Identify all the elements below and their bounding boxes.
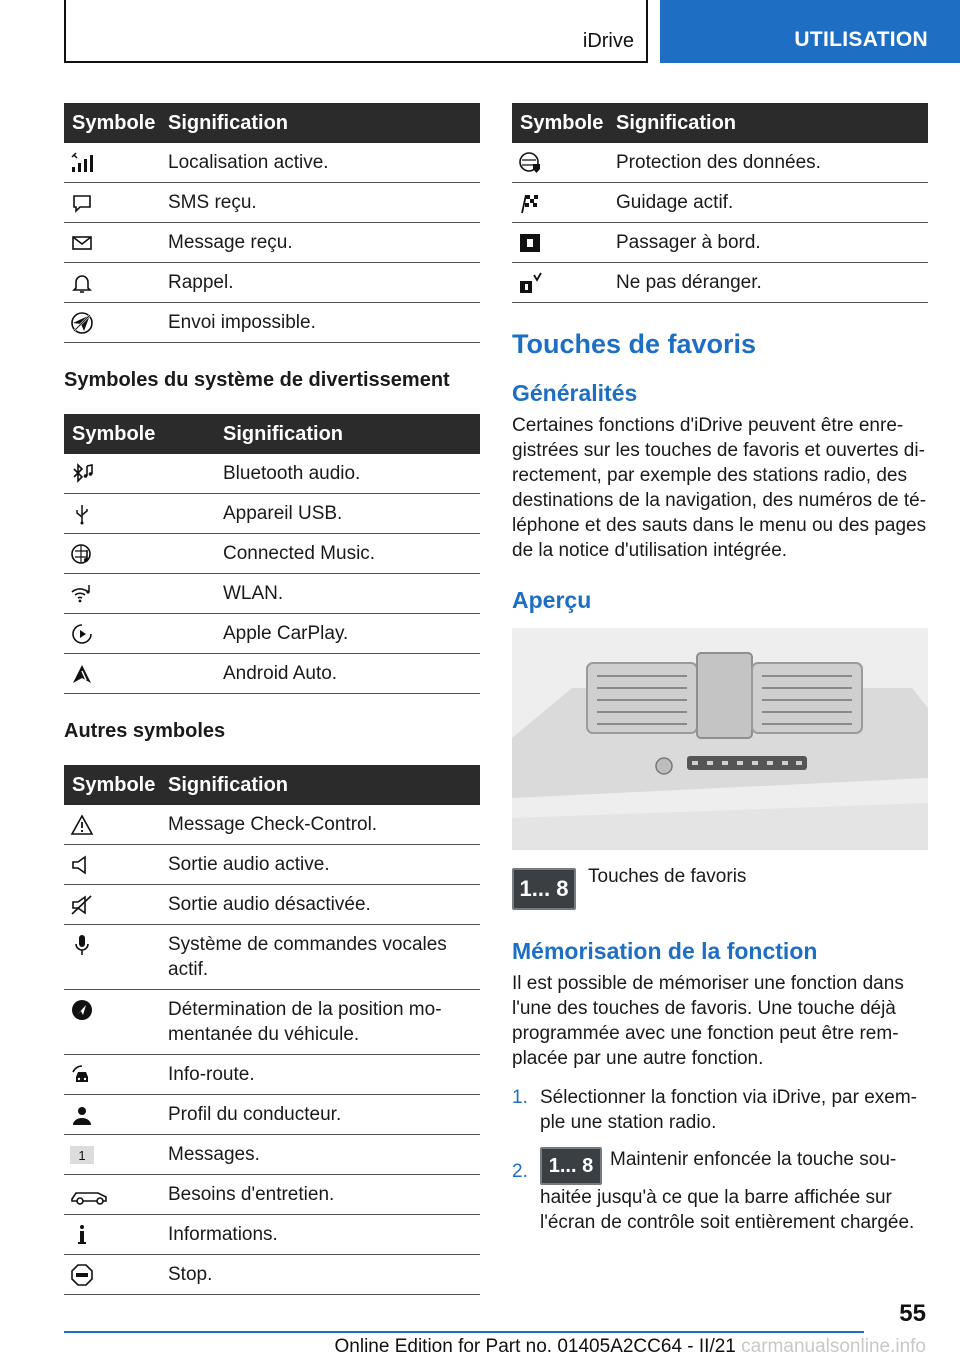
favorites-title: Touches de favoris	[512, 329, 757, 359]
row-meaning: Appareil USB.	[215, 494, 480, 534]
favorite-key-image: 1... 8	[512, 868, 576, 910]
do-not-disturb-icon	[518, 271, 542, 295]
overview-heading: Aperçu	[512, 587, 592, 613]
table-header-row	[512, 103, 928, 143]
left-column	[64, 103, 480, 1295]
checkered-flag-icon	[518, 191, 542, 215]
memorize-steps	[512, 1085, 928, 1235]
location-arrow-icon	[70, 998, 94, 1022]
table-row	[512, 263, 928, 303]
footer-edition	[335, 1336, 926, 1358]
table-row	[64, 654, 480, 694]
column-header-meaning: Signification	[215, 414, 480, 454]
footer-divider	[64, 1331, 864, 1333]
row-meaning: Rappel.	[160, 263, 480, 303]
speaker-icon	[70, 853, 94, 877]
row-meaning: Apple CarPlay.	[215, 614, 480, 654]
status-symbols-table	[64, 103, 480, 343]
row-meaning: Ne pas déranger.	[608, 263, 928, 303]
table-row	[64, 805, 480, 845]
table-row	[64, 263, 480, 303]
favorite-key-inline-image: 1... 8	[540, 1147, 602, 1185]
table-row	[64, 614, 480, 654]
dashboard-photo	[512, 628, 928, 850]
row-meaning: SMS reçu.	[160, 183, 480, 223]
passenger-icon	[518, 231, 542, 255]
entertainment-symbols-table	[64, 414, 480, 694]
table-row	[512, 143, 928, 183]
table-row	[64, 223, 480, 263]
table-row	[64, 885, 480, 925]
row-meaning: Passager à bord.	[608, 223, 928, 263]
header-frame	[64, 0, 648, 63]
messages-badge-count: 1	[78, 1148, 86, 1163]
row-meaning: Localisation active.	[160, 143, 480, 183]
wlan-icon	[70, 582, 94, 606]
row-meaning: Système de commandes vocales actif.	[160, 925, 480, 990]
signal-bars-icon	[70, 151, 94, 175]
table-row	[64, 1175, 480, 1215]
bell-icon	[70, 271, 94, 295]
row-meaning: Informations.	[160, 1215, 480, 1255]
memorize-paragraph: Il est possible de mémoriser une fonction dans l'une des touches de favoris. Une touche déjà programmée avec une fonction peut être rem-placée par une autre fonction.	[512, 973, 904, 1069]
bluetooth-audio-icon	[70, 462, 94, 486]
table-header-row	[64, 103, 480, 143]
column-header-meaning: Signification	[160, 103, 480, 143]
row-meaning: Stop.	[160, 1255, 480, 1295]
table-header-row	[64, 414, 480, 454]
table-row	[64, 183, 480, 223]
privacy-shield-icon	[518, 151, 542, 175]
overview-caption: Touches de favoris	[588, 866, 747, 887]
overview-caption-row	[512, 868, 928, 910]
column-header-symbol: Symbole	[512, 103, 608, 143]
row-meaning: WLAN.	[215, 574, 480, 614]
table-row	[64, 143, 480, 183]
car-service-icon	[70, 1183, 110, 1207]
table-row	[512, 223, 928, 263]
page-number: 55	[899, 1300, 926, 1327]
info-icon	[70, 1223, 94, 1247]
step-number: 1.	[512, 1087, 528, 1108]
general-heading: Généralités	[512, 380, 638, 406]
speaker-muted-icon	[70, 893, 94, 917]
row-meaning: Détermination de la position mo-mentanée du véhicule.	[160, 990, 480, 1055]
watermark-text: carmanualsonline.info	[741, 1336, 926, 1357]
table-row	[64, 1055, 480, 1095]
step-text: Maintenir enfoncée la touche sou-haitée jusqu'à ce que la barre affichée sur l'écran de contrôle soit entièrement chargée.	[540, 1149, 915, 1233]
envelope-icon	[70, 231, 94, 255]
status-symbols-table-continued	[512, 103, 928, 303]
row-meaning: Envoi impossible.	[160, 303, 480, 343]
table-row	[64, 494, 480, 534]
step-text: Sélectionner la fonction via iDrive, par exem-ple une station radio.	[540, 1087, 918, 1133]
table-row	[64, 454, 480, 494]
row-meaning: Protection des données.	[608, 143, 928, 183]
microphone-icon	[70, 933, 94, 957]
table-row	[64, 1135, 480, 1175]
table-row	[64, 1095, 480, 1135]
column-header-symbol: Symbole	[64, 103, 160, 143]
messages-badge-icon	[70, 1143, 94, 1167]
row-meaning: Messages.	[160, 1135, 480, 1175]
row-meaning: Guidage actif.	[608, 183, 928, 223]
row-meaning: Sortie audio désactivée.	[160, 885, 480, 925]
row-meaning: Besoins d'entretien.	[160, 1175, 480, 1215]
table-row	[64, 990, 480, 1055]
header-section-title: iDrive	[582, 30, 634, 52]
speech-bubble-icon	[70, 191, 94, 215]
entertainment-heading: Symboles du système de divertissement	[64, 369, 450, 391]
table-row	[512, 183, 928, 223]
driver-profile-icon	[70, 1103, 94, 1127]
column-header-meaning: Signification	[160, 765, 480, 805]
traffic-info-icon	[70, 1063, 94, 1087]
row-meaning: Info-route.	[160, 1055, 480, 1095]
other-symbols-heading: Autres symboles	[64, 720, 226, 742]
step-number: 2.	[512, 1161, 528, 1182]
table-row	[64, 303, 480, 343]
row-meaning: Profil du conducteur.	[160, 1095, 480, 1135]
row-meaning: Android Auto.	[215, 654, 480, 694]
memorize-heading: Mémorisation de la fonction	[512, 938, 818, 964]
row-meaning: Bluetooth audio.	[215, 454, 480, 494]
other-symbols-table	[64, 765, 480, 1295]
warning-triangle-icon	[70, 813, 94, 837]
row-meaning: Connected Music.	[215, 534, 480, 574]
table-row	[64, 1215, 480, 1255]
table-row	[64, 574, 480, 614]
column-header-symbol: Symbole	[64, 414, 215, 454]
column-header-symbol: Symbole	[64, 765, 160, 805]
send-blocked-icon	[70, 311, 94, 335]
carplay-icon	[70, 622, 94, 646]
general-paragraph: Certaines fonctions d'iDrive peuvent être enre-gistrées sur les touches de favoris et ouvertes di-rectement, par exemple des stations radio, des destinations de la navigation, des numéros de té-léphone et des sauts dans le menu ou des pages de la notice d'utilisation intégrée.	[512, 415, 927, 561]
edition-text: Online Edition for Part no. 01405A2CC64 - II/21	[334, 1336, 736, 1357]
row-meaning: Sortie audio active.	[160, 845, 480, 885]
table-row	[64, 1255, 480, 1295]
row-meaning: Message reçu.	[160, 223, 480, 263]
column-header-meaning: Signification	[608, 103, 928, 143]
stop-icon	[70, 1263, 94, 1287]
table-header-row	[64, 765, 480, 805]
list-item	[512, 1147, 928, 1235]
list-item	[512, 1085, 928, 1135]
right-column	[512, 103, 928, 1247]
android-auto-icon	[70, 662, 94, 686]
connected-music-icon	[70, 542, 94, 566]
header-chapter-label: UTILISATION	[794, 28, 928, 51]
table-row	[64, 845, 480, 885]
header-chapter-tab	[660, 0, 960, 63]
table-row	[64, 534, 480, 574]
row-meaning: Message Check-Control.	[160, 805, 480, 845]
usb-icon	[70, 502, 94, 526]
table-row	[64, 925, 480, 990]
